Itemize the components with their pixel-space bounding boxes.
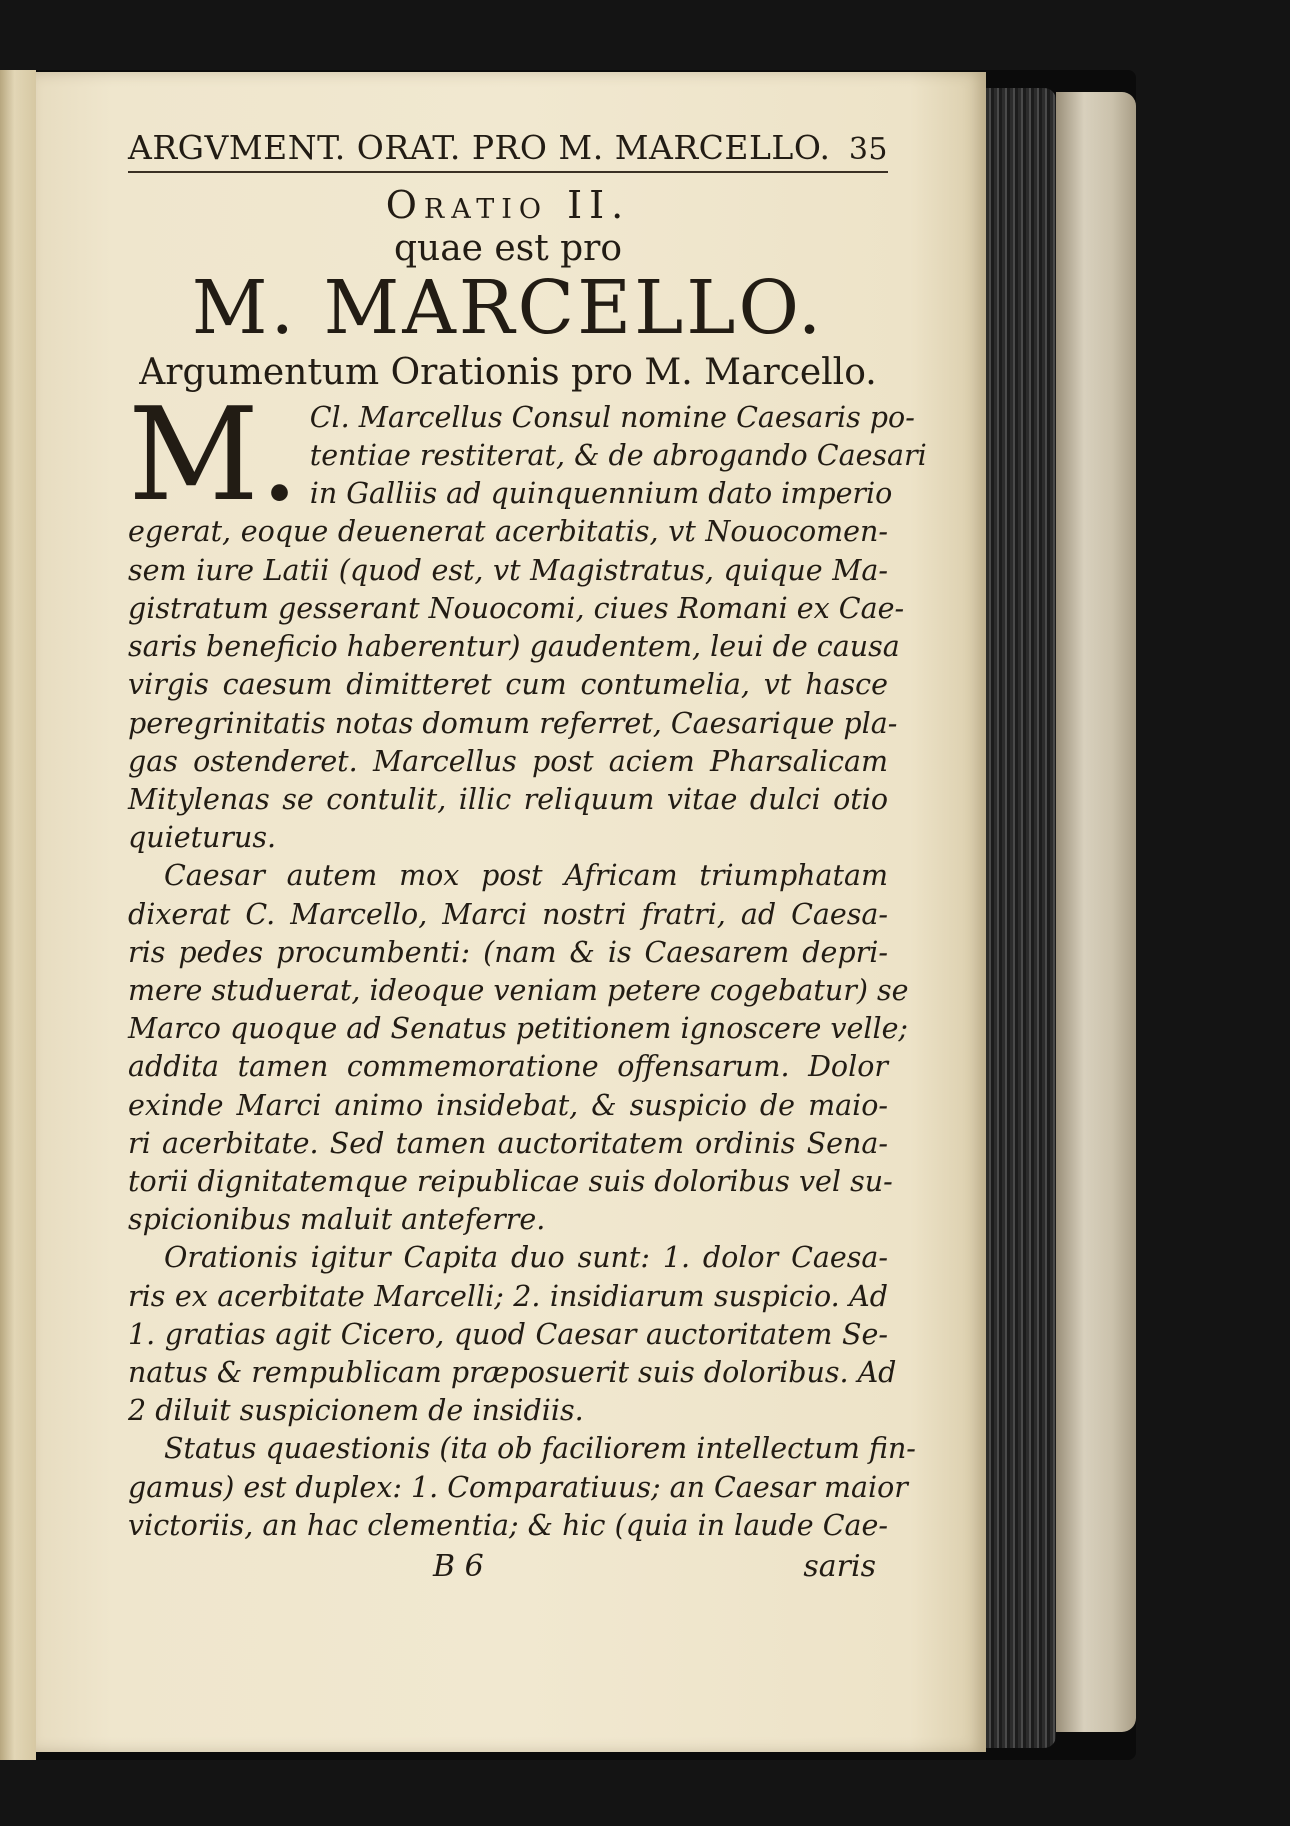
text-line: Cl. Marcellus Consul nomine Caesaris po- [309, 400, 915, 434]
text-line: Mitylenas se contulit, illic reliquum vitae dulci otio [128, 782, 888, 816]
body-text [128, 380, 927, 1545]
text-line: quieturus. [128, 821, 277, 855]
text-line: dixerat C. Marcello, Marci nostri fratri, ad Caesa- [128, 897, 888, 931]
text-block [128, 128, 927, 1584]
running-head [128, 128, 888, 173]
text-line: egerat, eoque deuenerat acerbitatis, vt Nouocomen- [128, 515, 888, 549]
text-line: sem iure Latii (quod est, vt Magistratus, quique Ma- [128, 553, 888, 587]
text-line: Caesar autem mox post Africam triumphatam [164, 859, 888, 893]
text-line: Marco quoque ad Senatus petitionem ignoscere velle; [128, 1012, 909, 1046]
text-line: tentiae restiterat, & de abrogando Caesari [309, 439, 927, 473]
paragraph-2-cont [128, 896, 909, 1240]
text-line: gamus) est duplex: 1. Comparatiuus; an Caesar maior [128, 1470, 908, 1504]
signature-mark: B 6 [433, 1548, 484, 1584]
text-line: ri acerbitate. Sed tamen auctoritatem ordinis Sena- [128, 1126, 888, 1160]
paragraph-3-cont [128, 1278, 897, 1431]
running-head-title: ARGVMENT. ORAT. PRO M. MARCELLO. [128, 128, 831, 167]
text-line: virgis caesum dimitteret cum contumelia, vt hasce [128, 668, 888, 702]
subtitle: quae est pro [393, 228, 623, 269]
cover-edge [1056, 92, 1136, 1732]
text-line: natus & rempublicam præposuerit suis doloribus. Ad [128, 1355, 897, 1389]
text-line: exinde Marci animo insidebat, & suspicio de maio- [128, 1088, 888, 1122]
text-line: gas ostenderet. Marcellus post aciem Pharsalicam [128, 744, 888, 778]
text-line: ris pedes procumbenti: (nam & is Caesarem depri- [128, 935, 888, 969]
page-number: 35 [848, 132, 888, 167]
main-title: M. MARCELLO. [191, 265, 825, 352]
text-line: victoriis, an hac clementia; & hic (quia in laude Cae- [128, 1508, 888, 1542]
page-footer [128, 1549, 888, 1584]
text-line: 1. gratias agit Cicero, quod Caesar auctoritatem Se- [128, 1317, 888, 1351]
text-line: saris beneficio haberentur) gaudentem, leui de causa [128, 630, 900, 664]
paragraph-3 [128, 1239, 888, 1277]
text-line: spicionibus maluit anteferre. [128, 1203, 546, 1237]
text-line: addita tamen commemoratione offensarum. Dolor [128, 1050, 888, 1084]
oratio-title: Oratio II. [385, 183, 631, 227]
left-page-edge [0, 70, 36, 1760]
text-line: Status quaestionis (ita ob faciliorem intellectum fin- [164, 1432, 916, 1466]
catchword: saris [803, 1548, 876, 1584]
argumentum-heading: Argumentum Orationis pro M. Marcello. [139, 351, 877, 393]
paragraph-4-cont [128, 1469, 908, 1545]
page-edges [986, 88, 1056, 1748]
text-line: ris ex acerbitate Marcelli; 2. insidiarum suspicio. Ad [128, 1279, 888, 1313]
text-line: gistratum gesserant Nouocomi, ciues Romani ex Cae- [128, 591, 905, 625]
text-line: peregrinitatis notas domum referret, Caesarique pla- [128, 706, 898, 740]
drop-cap: M. [128, 380, 300, 530]
paragraph-4 [128, 1430, 916, 1468]
text-line: Orationis igitur Capita duo sunt: 1. dolor Caesa- [164, 1241, 888, 1275]
text-line: torii dignitatemque reipublicae suis doloribus vel su- [128, 1164, 893, 1198]
text-line: mere studuerat, ideoque veniam petere cogebatur) se [128, 973, 909, 1007]
text-line: 2 diluit suspicionem de insidiis. [128, 1394, 584, 1428]
paragraph-2 [128, 857, 888, 895]
paragraph-1 [128, 380, 927, 857]
text-line: in Galliis ad quinquennium dato imperio [309, 477, 893, 511]
